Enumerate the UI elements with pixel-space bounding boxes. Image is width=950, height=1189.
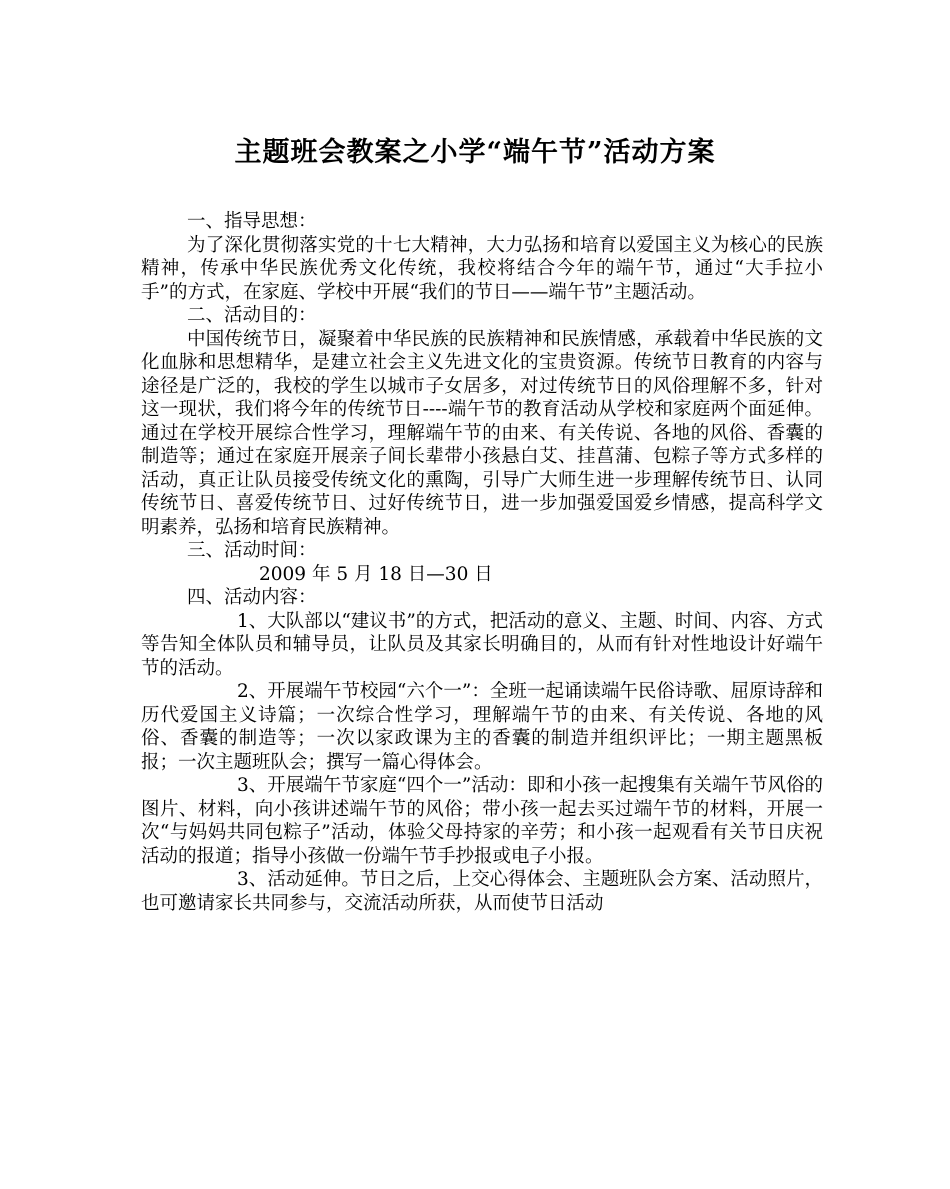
- document-title: 主题班会教案之小学“端午节”活动方案: [234, 137, 716, 168]
- document-body: [141, 210, 823, 915]
- content-item-4: 3、活动延伸。节日之后，上交心得体会、主题班队会方案、活动照片，也可邀请家长共同参与，交流活动所获，从而使节日活动: [141, 869, 823, 914]
- content-item-2: 2、开展端午节校园“六个一”：全班一起诵读端午民俗诗歌、屈原诗辞和历代爱国主义诗篇；一次综合性学习，理解端午节的由来、有关传说、各地的风俗、香囊的制造等；一次以家政课为主的香囊的制造并组织评比；一期主题黑板报；一次主题班队会；撰写一篇心得体会。: [141, 681, 823, 773]
- section-heading-guiding-thought: 一、指导思想：: [187, 211, 317, 232]
- paragraph-guiding-thought: 为了深化贯彻落实党的十七大精神，大力弘扬和培育以爱国主义为核心的民族精神，传承中华民族优秀文化传统，我校将结合今年的端午节，通过“大手拉小手”的方式，在家庭、学校中开展“我们的节日——端午节”主题活动。: [141, 234, 823, 303]
- section-heading-purpose: 二、活动目的：: [187, 305, 317, 326]
- section-heading-time: 三、活动时间：: [187, 540, 317, 561]
- content-item-1: 1、大队部以“建议书”的方式，把活动的意义、主题、时间、内容、方式等告知全体队员和辅导员，让队员及其家长明确目的，从而有针对性地设计好端午节的活动。: [141, 610, 823, 679]
- activity-date: 2009 年 5 月 18 日—30 日: [259, 563, 493, 585]
- paragraph-purpose: 中国传统节日，凝聚着中华民族的民族精神和民族情感，承载着中华民族的文化血脉和思想精华，是建立社会主义先进文化的宝贵资源。传统节日教育的内容与途径是广泛的，我校的学生以城市子女居多，对过传统节日的风俗理解不多，针对这一现状，我们将今年的传统节日----端午节的教育活动从学校和家庭两个面延伸。通过在学校开展综合性学习，理解端午节的由来、有关传说、各地的风俗、香囊的制造等；通过在家庭开展亲子间长辈带小孩悬白艾、挂菖蒲、包粽子等方式多样的活动，真正让队员接受传统文化的熏陶，引导广大师生进一步理解传统节日、认同传统节日、喜爱传统节日、过好传统节日，进一步加强爱国爱乡情感，提高科学文明素养，弘扬和培育民族精神。: [141, 328, 823, 538]
- section-heading-content: 四、活动内容：: [187, 587, 317, 608]
- content-item-3: 3、开展端午节家庭“四个一”活动：即和小孩一起搜集有关端午节风俗的图片、材料，向小孩讲述端午节的风俗；带小孩一起去买过端午节的材料，开展一次“与妈妈共同包粽子”活动，体验父母持家的辛劳；和小孩一起观看有关节日庆祝活动的报道；指导小孩做一份端午节手抄报或电子小报。: [141, 775, 823, 867]
